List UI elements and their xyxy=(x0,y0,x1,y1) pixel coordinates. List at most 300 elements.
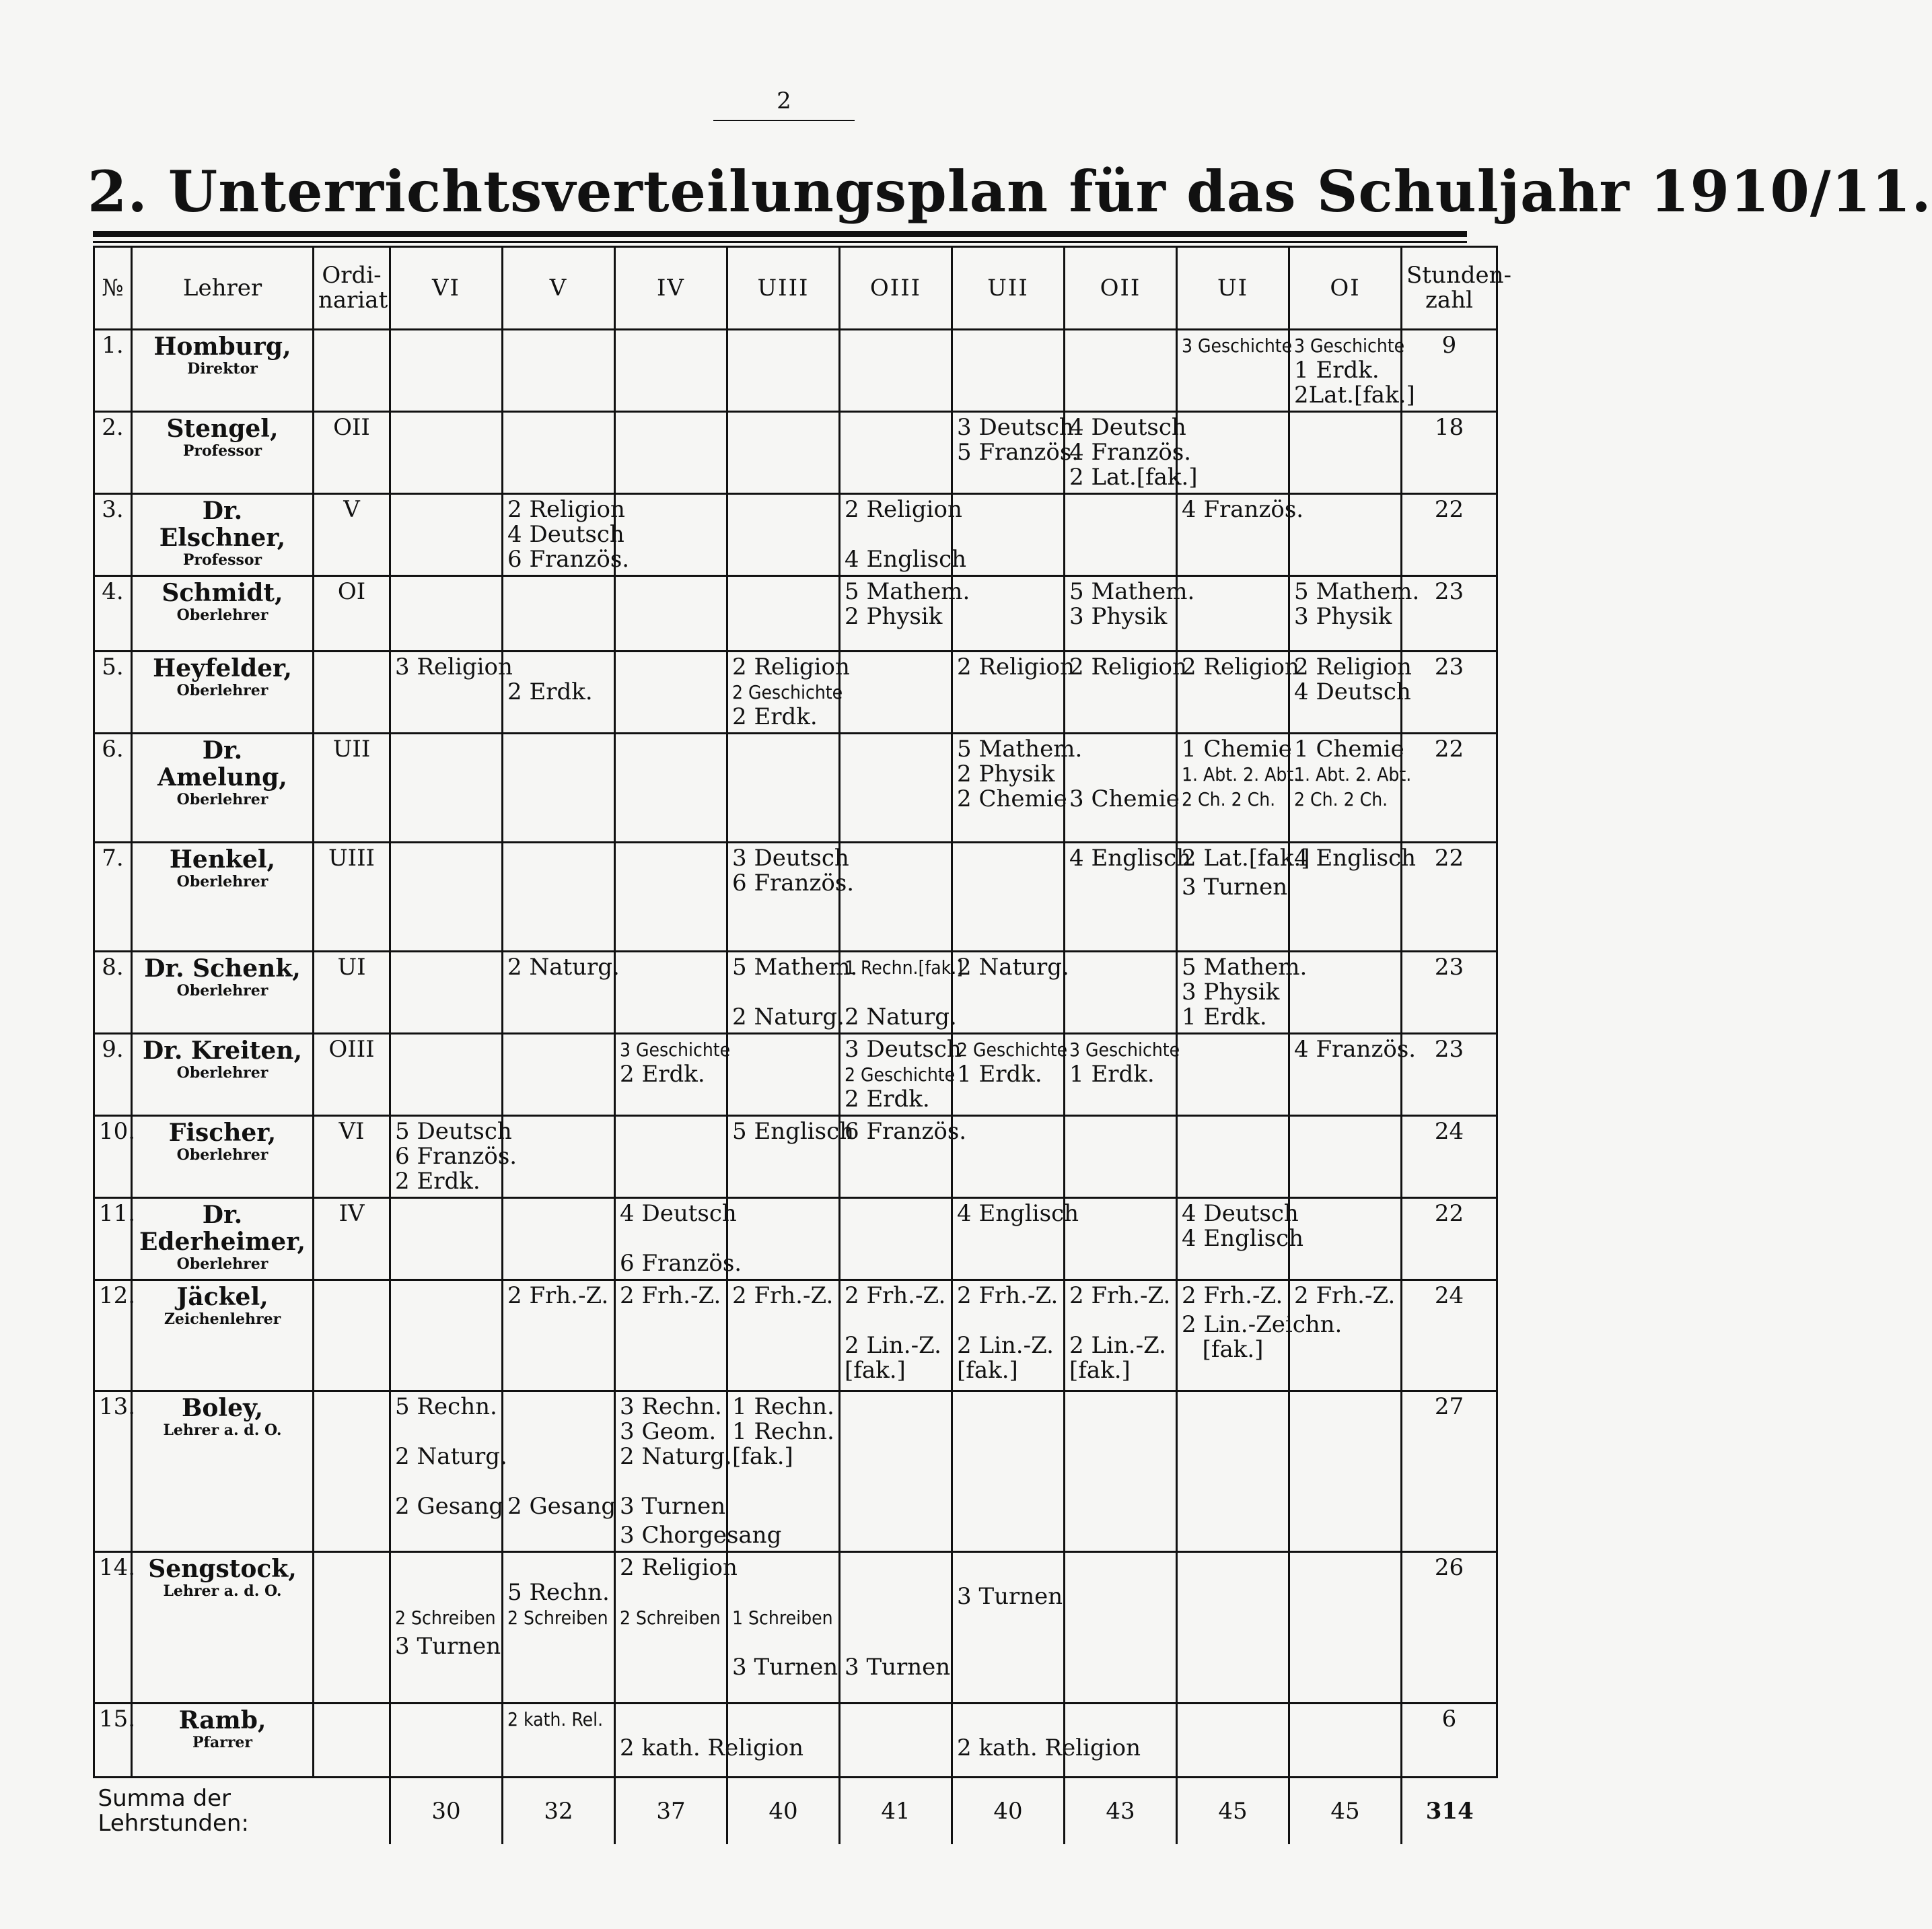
lesson-entry: 4 Englisch xyxy=(1182,1225,1304,1252)
lesson-entry: [fak.] xyxy=(845,1357,906,1384)
lesson-entry xyxy=(395,846,497,871)
lesson-entry xyxy=(620,580,722,604)
lesson-cell xyxy=(1289,576,1420,652)
lesson-cell xyxy=(727,494,840,576)
teacher-role: Pfarrer xyxy=(192,1734,253,1751)
lesson-entry: 3 Physik xyxy=(1182,979,1280,1006)
lesson-entry xyxy=(620,846,722,871)
teacher-cell xyxy=(132,952,314,1034)
teacher-cell xyxy=(132,734,314,843)
lesson-cell xyxy=(840,1280,952,1391)
lesson-entry xyxy=(1069,1201,1172,1226)
lesson-entry: 4 Französ. xyxy=(1069,439,1192,466)
lesson-entry: 2 Geschichte xyxy=(845,1063,956,1086)
lesson-entry xyxy=(845,737,947,762)
lesson-entry: 2 Religion xyxy=(1182,654,1299,680)
teacher-role: Oberlehrer xyxy=(176,682,269,699)
summary-value: 37 xyxy=(615,1778,727,1845)
hours-cell: 24 xyxy=(1402,1116,1497,1198)
lesson-entry: [fak.] xyxy=(957,1357,1018,1384)
lesson-entry: 5 Rechn. xyxy=(395,1393,497,1420)
lesson-cell xyxy=(840,652,952,734)
lesson-entry: 5 Englisch xyxy=(732,1118,855,1145)
lesson-entry: 4 Deutsch xyxy=(1069,414,1186,441)
lesson-entry: 2 Frh.-Z. xyxy=(732,1282,834,1309)
lesson-entry: 2 Religion xyxy=(1294,654,1412,680)
lesson-entry: 1 Chemie xyxy=(1294,736,1404,763)
ordinariat-cell: VI xyxy=(314,1116,390,1198)
lesson-cell xyxy=(1065,494,1177,576)
lesson-entry: 6 Französ. xyxy=(507,546,630,573)
lesson-entry: 2 Frh.-Z. xyxy=(620,1282,721,1309)
lesson-cell xyxy=(952,330,1065,412)
hours-cell: 22 xyxy=(1402,1198,1497,1280)
lesson-cell xyxy=(390,1198,503,1280)
lesson-entry xyxy=(1294,1119,1396,1144)
lesson-cell xyxy=(1065,412,1198,494)
ordinariat-cell: V xyxy=(314,494,390,576)
lesson-entry xyxy=(845,655,947,680)
header-class-uiii: UIII xyxy=(727,247,840,330)
lesson-cell xyxy=(952,1552,1065,1704)
lesson-entry xyxy=(1069,1395,1172,1419)
lesson-cell xyxy=(503,412,615,494)
lesson-cell xyxy=(952,1280,1065,1391)
hours-cell: 26 xyxy=(1402,1552,1497,1704)
lesson-entry: 4 Französ. xyxy=(1294,1036,1417,1063)
lesson-entry: 1 Erdk. xyxy=(1294,357,1380,384)
lesson-entry: 5 Mathem. xyxy=(957,736,1083,763)
header-hours: Stunden-zahl xyxy=(1402,247,1497,330)
lesson-cell xyxy=(840,576,970,652)
lesson-entry: 2 Frh.-Z. xyxy=(1294,1282,1396,1309)
lesson-entry: 5 Mathem. xyxy=(1182,954,1308,981)
lesson-cell xyxy=(615,412,727,494)
lesson-cell xyxy=(1065,1552,1177,1704)
hours-cell: 23 xyxy=(1402,576,1497,652)
hours-cell: 22 xyxy=(1402,494,1497,576)
lesson-entry: 3 Geschichte xyxy=(1294,335,1405,357)
title-rule-thin xyxy=(93,241,1467,243)
table-row xyxy=(94,494,1497,576)
summary-label: Summa der Lehrstunden: xyxy=(94,1778,390,1845)
lesson-entry: 3 Geschichte xyxy=(1069,1039,1180,1061)
lesson-entry: 2 Schreiben xyxy=(620,1607,721,1629)
lesson-entry xyxy=(845,1308,947,1333)
lesson-entry: 3 Turnen xyxy=(732,1654,838,1681)
lesson-entry xyxy=(732,1707,834,1732)
lesson-cell xyxy=(1065,1116,1177,1198)
lesson-entry xyxy=(1182,1395,1284,1419)
lesson-entry: 1 Schreiben xyxy=(732,1607,833,1629)
lesson-entry xyxy=(957,497,1059,522)
hours-cell: 23 xyxy=(1402,952,1497,1034)
row-number: 8. xyxy=(94,952,132,1034)
lesson-entry xyxy=(507,655,610,680)
lesson-entry: 3 Physik xyxy=(1294,603,1392,630)
table-row xyxy=(94,1198,1497,1280)
lesson-cell xyxy=(615,1704,803,1778)
lesson-entry: 2 Erdk. xyxy=(395,1168,480,1195)
lesson-entry: 2 Religion xyxy=(845,496,962,523)
lesson-entry xyxy=(507,1469,610,1494)
lesson-entry xyxy=(1294,1555,1396,1580)
lesson-entry xyxy=(395,497,497,522)
lesson-entry xyxy=(395,1580,497,1605)
table-row xyxy=(94,412,1497,494)
lesson-cell xyxy=(1289,1198,1402,1280)
lesson-entry: 2 Gesang xyxy=(507,1493,616,1520)
lesson-entry xyxy=(957,1308,1059,1333)
lesson-entry xyxy=(507,1119,610,1144)
lesson-cell xyxy=(1065,843,1192,952)
lesson-entry: 4 Englisch xyxy=(845,546,967,573)
summary-row xyxy=(94,1778,1497,1845)
lesson-cell xyxy=(840,843,952,952)
teacher-name: Stengel, xyxy=(166,415,279,443)
teacher-name: Sengstock, xyxy=(148,1555,297,1583)
lesson-cell xyxy=(1177,1552,1289,1704)
teacher-name: Dr. Elschner, xyxy=(159,497,286,552)
lesson-cell xyxy=(615,734,727,843)
teacher-name: Dr. Kreiten, xyxy=(142,1037,303,1065)
ordinariat-cell: IV xyxy=(314,1198,390,1280)
lesson-entry: 3 Turnen xyxy=(845,1654,951,1681)
teacher-role: Professor xyxy=(182,551,262,569)
table-row xyxy=(94,1280,1497,1391)
lesson-entry xyxy=(845,1555,947,1580)
lesson-cell xyxy=(952,1034,1068,1116)
lesson-entry xyxy=(620,1707,722,1732)
lesson-entry xyxy=(395,1201,497,1226)
lesson-entry: 5 Mathem. xyxy=(732,954,858,981)
row-number: 9. xyxy=(94,1034,132,1116)
teacher-role: Professor xyxy=(182,442,262,460)
ordinariat-cell: UI xyxy=(314,952,390,1034)
lesson-entry xyxy=(507,1037,610,1062)
lesson-entry xyxy=(845,846,947,871)
lesson-cell xyxy=(840,1034,962,1116)
teacher-role: Oberlehrer xyxy=(176,982,269,999)
lesson-cell xyxy=(1065,1198,1177,1280)
lesson-entry: 5 Französ. xyxy=(957,439,1079,466)
span-note: 3 Turnen xyxy=(1182,874,1288,901)
lesson-cell xyxy=(503,952,620,1034)
lesson-entry: 2 Physik xyxy=(845,603,943,630)
lesson-entry xyxy=(620,1226,722,1251)
lesson-entry xyxy=(620,955,722,980)
lesson-cell xyxy=(1177,1116,1289,1198)
lesson-cell xyxy=(615,843,727,952)
lesson-cell xyxy=(1177,952,1308,1034)
lesson-cell xyxy=(503,843,615,952)
teacher-cell xyxy=(132,652,314,734)
table-row xyxy=(94,330,1497,412)
hours-cell: 27 xyxy=(1402,1391,1497,1552)
teacher-name: Ramb, xyxy=(178,1706,266,1734)
lesson-cell xyxy=(1065,1280,1177,1391)
teacher-cell xyxy=(132,1391,314,1552)
ordinariat-cell xyxy=(314,1391,390,1552)
lesson-entry: 3 Turnen xyxy=(620,1493,726,1520)
page-title: 2. Unterrichtsverteilungsplan für das Schuljahr 1910/11. xyxy=(87,158,1932,225)
ordinariat-cell xyxy=(314,1704,390,1778)
summary-value: 45 xyxy=(1289,1778,1402,1845)
lesson-entry xyxy=(507,333,610,358)
lesson-cell xyxy=(1177,652,1299,734)
summary-value: 43 xyxy=(1065,1778,1177,1845)
lesson-entry xyxy=(732,1037,834,1062)
lesson-entry: 2 Erdk. xyxy=(845,1086,930,1113)
lesson-cell xyxy=(840,1552,952,1704)
row-number: 12. xyxy=(94,1280,132,1391)
lesson-entry: 4 Deutsch xyxy=(507,521,624,548)
lesson-entry: 4 Französ. xyxy=(1182,496,1304,523)
lesson-cell xyxy=(952,652,1075,734)
lesson-entry: 2 Lin.-Z. xyxy=(845,1332,941,1359)
lesson-cell xyxy=(1289,1116,1402,1198)
lesson-cell xyxy=(615,1280,727,1391)
lesson-cell xyxy=(503,734,615,843)
lesson-entry: 2 Ch. 2 Ch. xyxy=(1182,788,1276,810)
lesson-entry: 3 Deutsch xyxy=(732,845,849,872)
lesson-entry: 1 Erdk. xyxy=(957,1061,1042,1088)
lesson-entry: 1 Rechn. xyxy=(732,1393,834,1420)
summary-value: 45 xyxy=(1177,1778,1289,1845)
lesson-entry xyxy=(845,522,947,547)
lesson-entry: 3 Geschichte xyxy=(620,1039,731,1061)
ordinariat-cell: UIII xyxy=(314,843,390,952)
table-body xyxy=(94,330,1497,1778)
lesson-cell xyxy=(952,1391,1065,1552)
lesson-entry xyxy=(1069,955,1172,980)
teacher-role: Lehrer a. d. O. xyxy=(163,1422,282,1439)
lesson-entry: 4 Deutsch xyxy=(620,1200,737,1227)
hours-cell: 22 xyxy=(1402,734,1497,843)
lesson-cell xyxy=(727,1034,840,1116)
lesson-cell xyxy=(1177,843,1310,952)
lesson-entry xyxy=(732,1201,834,1226)
lesson-entry: 2 Religion xyxy=(1069,654,1187,680)
lesson-cell xyxy=(503,576,615,652)
lesson-entry xyxy=(620,415,722,440)
lesson-cell xyxy=(503,330,615,412)
lesson-entry xyxy=(1182,415,1284,440)
lesson-cell xyxy=(727,1116,855,1198)
lesson-cell xyxy=(1177,494,1304,576)
lesson-entry: 2 Religion xyxy=(732,654,850,680)
lesson-entry: 1 Rechn. xyxy=(732,1418,834,1445)
lesson-entry xyxy=(1294,415,1396,440)
lesson-entry xyxy=(1069,762,1172,787)
lesson-entry xyxy=(732,415,834,440)
lesson-entry: 6 Französ. xyxy=(845,1118,967,1145)
lesson-cell xyxy=(727,843,855,952)
lesson-entry xyxy=(1182,1707,1284,1732)
lesson-cell xyxy=(615,1552,738,1704)
lesson-entry: 3 Chemie xyxy=(1069,785,1180,812)
lesson-entry xyxy=(507,1201,610,1226)
lesson-entry xyxy=(957,1707,1059,1732)
lesson-entry xyxy=(845,415,947,440)
hours-cell: 9 xyxy=(1402,330,1497,412)
row-number: 2. xyxy=(94,412,132,494)
lesson-entry: 2 Frh.-Z. xyxy=(845,1282,946,1309)
summary-value: 40 xyxy=(952,1778,1065,1845)
lesson-cell xyxy=(390,1552,503,1704)
lesson-entry: 2 Schreiben xyxy=(507,1607,608,1629)
lesson-cell xyxy=(952,1116,1065,1198)
header-class-vi: VI xyxy=(390,247,503,330)
lesson-entry xyxy=(1069,497,1172,522)
lesson-cell xyxy=(1289,734,1412,843)
lesson-cell xyxy=(503,1116,615,1198)
lesson-entry: 2 Naturg. xyxy=(620,1443,732,1470)
lesson-entry xyxy=(507,1395,610,1419)
header-class-oii: OII xyxy=(1065,247,1177,330)
lesson-entry xyxy=(395,580,497,604)
lesson-cell xyxy=(390,1704,503,1778)
lesson-cell xyxy=(1177,1280,1343,1391)
lesson-entry: 2 Frh.-Z. xyxy=(507,1282,609,1309)
lesson-cell xyxy=(952,1704,1141,1778)
ordinariat-cell xyxy=(314,1280,390,1391)
table-row xyxy=(94,1552,1497,1704)
hours-cell: 23 xyxy=(1402,652,1497,734)
lesson-entry xyxy=(845,1605,947,1630)
lesson-cell xyxy=(1065,330,1177,412)
lesson-cell xyxy=(952,412,1079,494)
lesson-entry xyxy=(620,497,722,522)
row-number: 10. xyxy=(94,1116,132,1198)
lesson-cell xyxy=(1065,952,1177,1034)
hours-cell: 6 xyxy=(1402,1704,1497,1778)
lesson-entry xyxy=(1294,497,1396,522)
lesson-entry xyxy=(732,333,834,358)
lesson-cell xyxy=(503,652,615,734)
lesson-cell xyxy=(390,1391,507,1552)
lesson-entry xyxy=(1069,333,1172,358)
lesson-cell xyxy=(1289,330,1415,412)
lesson-entry xyxy=(620,655,722,680)
lesson-entry: 6 Französ. xyxy=(395,1143,517,1170)
lesson-cell xyxy=(615,330,727,412)
lesson-cell xyxy=(1177,330,1293,412)
teacher-name: Dr. Schenk, xyxy=(144,954,301,983)
lesson-cell xyxy=(840,734,952,843)
lesson-cell xyxy=(390,734,503,843)
lesson-cell xyxy=(1177,1034,1289,1116)
lesson-cell xyxy=(1065,652,1187,734)
summary-value: 30 xyxy=(390,1778,503,1845)
teacher-cell xyxy=(132,412,314,494)
lesson-cell xyxy=(1289,652,1412,734)
lesson-entry xyxy=(845,980,947,1005)
row-number: 4. xyxy=(94,576,132,652)
lesson-entry: 2 Religion xyxy=(957,654,1075,680)
lesson-entry xyxy=(395,955,497,980)
lesson-entry: 3 Deutsch xyxy=(845,1036,962,1063)
lesson-cell xyxy=(840,412,952,494)
lesson-entry xyxy=(395,737,497,762)
lesson-entry xyxy=(1069,1555,1172,1580)
title-rule-thick xyxy=(93,231,1467,237)
lesson-cell xyxy=(727,952,858,1034)
lesson-entry: 6 Französ. xyxy=(732,870,855,897)
lesson-entry: 3 Geom. xyxy=(620,1418,717,1445)
lesson-entry: 5 Rechn. xyxy=(507,1579,610,1606)
lesson-cell xyxy=(840,330,952,412)
lesson-cell xyxy=(615,1034,731,1116)
lesson-entry: [fak.] xyxy=(732,1443,793,1470)
lesson-entry: 5 Mathem. xyxy=(1069,578,1195,605)
lesson-entry: 3 Physik xyxy=(1069,603,1168,630)
lesson-entry xyxy=(395,415,497,440)
lesson-cell xyxy=(503,1034,615,1116)
lesson-cell xyxy=(952,843,1065,952)
lesson-entry: 2 Erdk. xyxy=(507,678,593,705)
lesson-entry xyxy=(957,1395,1059,1419)
lesson-cell xyxy=(390,652,513,734)
summary-value: 40 xyxy=(727,1778,840,1845)
teacher-name: Boley, xyxy=(181,1394,264,1422)
row-number: 7. xyxy=(94,843,132,952)
lesson-cell xyxy=(615,952,727,1034)
lesson-cell xyxy=(1065,576,1195,652)
lesson-cell xyxy=(615,652,727,734)
table-row xyxy=(94,652,1497,734)
lesson-entry xyxy=(1069,1308,1172,1333)
lesson-entry: 4 Englisch xyxy=(1069,845,1192,872)
lesson-entry xyxy=(620,333,722,358)
lesson-entry xyxy=(507,1444,610,1469)
table-header-row xyxy=(94,247,1497,330)
lesson-entry: 2 Physik xyxy=(957,761,1055,787)
table-row xyxy=(94,734,1497,843)
lesson-cell xyxy=(1289,1552,1402,1704)
row-number: 5. xyxy=(94,652,132,734)
header-class-iv: IV xyxy=(615,247,727,330)
lesson-entry xyxy=(845,1580,947,1605)
header-teacher: Lehrer xyxy=(132,247,314,330)
teacher-role: Zeichenlehrer xyxy=(164,1310,281,1328)
lesson-cell xyxy=(840,1198,952,1280)
lesson-entry: 2 Naturg. xyxy=(957,954,1069,981)
lesson-entry: 2 Religion xyxy=(620,1554,738,1581)
lesson-entry: 2 Chemie xyxy=(957,785,1067,812)
lesson-entry: 2 Lat.[fak.] xyxy=(1069,464,1198,491)
lesson-cell xyxy=(615,1198,742,1280)
lesson-entry xyxy=(620,737,722,762)
lesson-entry: 2 kath. Rel. xyxy=(507,1708,604,1730)
lesson-cell xyxy=(1289,843,1417,952)
row-number: 3. xyxy=(94,494,132,576)
teacher-cell xyxy=(132,1280,314,1391)
lesson-entry: 4 Deutsch xyxy=(1182,1200,1299,1227)
lesson-cell xyxy=(503,1280,615,1391)
teacher-name: Schmidt, xyxy=(162,579,283,607)
lesson-entry: 2 Frh.-Z. xyxy=(1182,1282,1283,1309)
lesson-entry xyxy=(620,1469,722,1494)
lesson-entry xyxy=(845,1630,947,1655)
teacher-cell xyxy=(132,843,314,952)
lesson-cell xyxy=(390,1116,517,1198)
lesson-entry: 2Lat.[fak.] xyxy=(1294,382,1415,409)
lesson-cell xyxy=(615,494,727,576)
lesson-entry: 2 Naturg. xyxy=(845,1004,957,1030)
ordinariat-cell: OIII xyxy=(314,1034,390,1116)
lesson-entry xyxy=(957,1555,1059,1580)
